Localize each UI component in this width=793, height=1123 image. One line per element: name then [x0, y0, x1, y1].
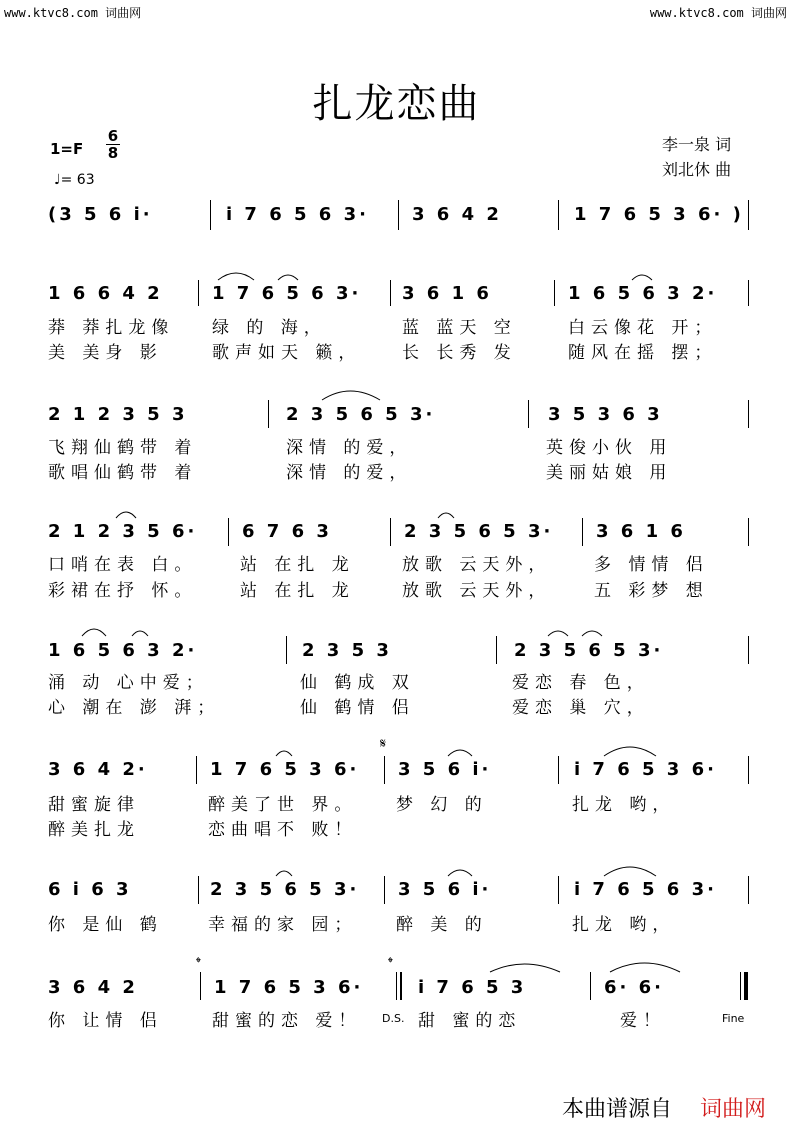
lyric: 甜蜜旋律	[48, 795, 140, 815]
lyric: 仙 鹤成 双	[300, 673, 415, 693]
lyric: 醉 美 的	[396, 915, 488, 935]
measure: 2 3 5 3	[302, 640, 392, 661]
measure: 2 3 5 6 5 3·	[514, 640, 664, 661]
slur	[548, 631, 568, 636]
source-label: 本曲谱源自	[562, 1097, 673, 1122]
measure: 3 6 1 6	[402, 283, 492, 304]
lyric: 恋曲唱不 败！	[208, 820, 358, 840]
source-brand-link[interactable]: 词曲网	[700, 1097, 767, 1122]
measure: 1 7 6 5 3 6·	[214, 977, 364, 998]
lyric: 扎龙 哟，	[572, 795, 676, 815]
slur	[610, 963, 680, 972]
slur	[116, 512, 136, 518]
slur	[604, 867, 656, 876]
measure: i 7 6 5 3 6·	[574, 759, 717, 780]
slur	[448, 750, 472, 756]
lyric: 歌唱仙鹤带 着	[48, 463, 198, 483]
measure: 3 5 6 i·	[398, 879, 492, 900]
measure: 3 5 6 i·	[398, 759, 492, 780]
lyric: 随风在摇 摆；	[568, 343, 718, 363]
coda-icon: 𝄌	[388, 955, 393, 971]
lyric: 蓝 蓝天 空	[402, 318, 517, 338]
lyric: 放歌 云天外，	[402, 555, 552, 575]
tempo-mark: ♩= 63	[54, 172, 95, 188]
measure: 2 1 2 3 5 6·	[48, 521, 198, 542]
lyric: 白云像花 开；	[568, 318, 718, 338]
lyric: 莽 莽扎龙像	[48, 318, 175, 338]
lyric: 幸福的家 园；	[208, 915, 358, 935]
lyric: 甜蜜的恋 爱！	[212, 1011, 362, 1031]
time-signature: 6 8	[107, 127, 119, 162]
ds-marker: D.S.	[382, 1012, 405, 1025]
slur	[132, 631, 148, 636]
measure: 1 7 6 5 3 6·	[210, 759, 360, 780]
lyric: 绿 的 海，	[212, 318, 327, 338]
lyric: 深情 的爱，	[286, 463, 413, 483]
lyric: 彩裙在抒 怀。	[48, 581, 198, 601]
slur	[276, 871, 292, 876]
lyric: 醉美了世 界。	[208, 795, 358, 815]
measure: 2 3 5 6 5 3·	[286, 404, 436, 425]
lyric: 五 彩梦 想	[594, 581, 709, 601]
lyric: 口哨在表 白。	[48, 555, 198, 575]
lyric: 放歌 云天外，	[402, 581, 552, 601]
page-title: 扎龙恋曲	[312, 81, 481, 127]
slur	[276, 751, 292, 756]
measure: i 7 6 5 6 3·	[574, 879, 717, 900]
measure: 3 6 1 6	[596, 521, 686, 542]
lyric: 长 长秀 发	[402, 343, 517, 363]
slur	[448, 870, 472, 876]
lyric: 醉美扎龙	[48, 820, 140, 840]
measure: 2 3 5 6 5 3·	[210, 879, 360, 900]
lyric: 扎龙 哟，	[572, 915, 676, 935]
slur	[438, 513, 454, 518]
slur	[490, 964, 560, 972]
lyricist: 李一泉 词	[662, 135, 732, 154]
lyric: 美 美身 影	[48, 343, 163, 363]
coda-icon: 𝄌	[196, 955, 201, 971]
slur	[632, 275, 652, 280]
measure: i 7 6 5 3	[418, 977, 527, 998]
lyric: 深情 的爱，	[286, 438, 413, 458]
slur	[278, 275, 298, 280]
measure: (3 5 6 i·	[48, 204, 153, 225]
slur	[218, 273, 254, 280]
lyric: 爱恋 春 色，	[512, 673, 650, 693]
lyric: 甜 蜜的恋	[418, 1011, 522, 1031]
measure: 6 i 6 3	[48, 879, 132, 900]
slur	[82, 629, 106, 636]
composer: 刘北休 曲	[662, 160, 732, 179]
slur	[604, 747, 656, 756]
lyric: 站 在扎 龙	[240, 555, 355, 575]
lyric: 多 情情 侣	[594, 555, 709, 575]
key-signature: 1=F	[50, 140, 84, 158]
measure: 2 3 5 6 5 3·	[404, 521, 554, 542]
measure: 3 6 4 2·	[48, 759, 148, 780]
lyric: 爱！	[620, 1011, 666, 1031]
measure: 1 6 6 4 2	[48, 283, 163, 304]
segno-icon: 𝄋	[380, 736, 387, 752]
measure: 6· 6·	[604, 977, 664, 998]
lyric: 你 让情 侣	[48, 1011, 163, 1031]
measure: 3 6 4 2	[412, 204, 502, 225]
measure: 1 6 5 6 3 2·	[568, 283, 718, 304]
watermark-left: www.ktvc8.com 词曲网	[4, 6, 142, 20]
measure: 3 5 3 6 3	[548, 404, 663, 425]
lyric: 涌 动 心中爱；	[48, 673, 209, 693]
measure: 2 1 2 3 5 3	[48, 404, 188, 425]
lyric: 站 在扎 龙	[240, 581, 355, 601]
slur	[582, 631, 602, 636]
lyric: 你 是仙 鹤	[48, 915, 163, 935]
lyric: 英俊小伙 用	[546, 438, 673, 458]
lyric: 飞翔仙鹤带 着	[48, 438, 198, 458]
measure: i 7 6 5 6 3·	[226, 204, 369, 225]
lyric: 美丽姑娘 用	[546, 463, 673, 483]
lyric: 歌声如天 籁，	[212, 343, 362, 363]
slur	[322, 391, 380, 400]
measure: 3 6 4 2	[48, 977, 138, 998]
lyric: 爱恋 巢 穴，	[512, 698, 650, 718]
watermark-right: www.ktvc8.com 词曲网	[649, 6, 787, 20]
measure: 1 7 6 5 3 6· )	[574, 204, 744, 225]
measure: 6 7 6 3	[242, 521, 332, 542]
lyric: 梦 幻 的	[396, 795, 488, 815]
fine-marker: Fine	[722, 1012, 745, 1025]
lyric: 仙 鹤情 侣	[300, 698, 415, 718]
measure: 1 7 6 5 6 3·	[212, 283, 362, 304]
measure: 1 6 5 6 3 2·	[48, 640, 198, 661]
lyric: 心 潮在 澎 湃；	[48, 698, 221, 718]
